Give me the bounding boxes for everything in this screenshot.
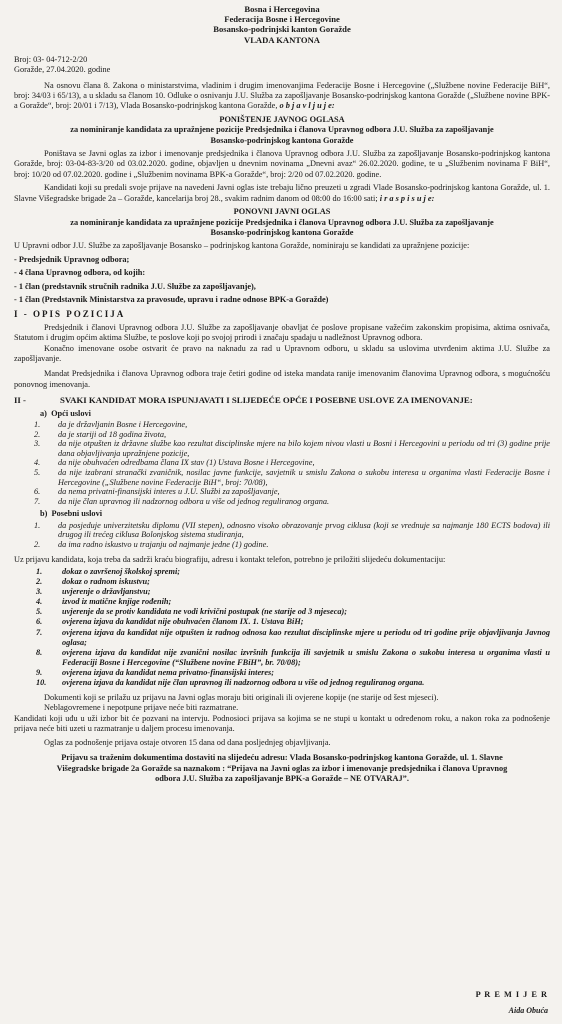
special-conditions-label: b) bbox=[40, 509, 48, 519]
header-government: VLADA KANTONA bbox=[243, 34, 320, 45]
list-item-text: da nije član upravnog ili nadzornog odbora u više od jednog reguliranog organa. bbox=[58, 496, 330, 506]
list-item-text: ovjerena izjava da kandidat nema privatno-finansijski interes; bbox=[62, 667, 275, 677]
intro-paragraph bbox=[14, 81, 550, 112]
list-item bbox=[14, 468, 550, 487]
general-conditions-list bbox=[14, 420, 550, 506]
signature-name: Aida Obuća bbox=[508, 1006, 548, 1015]
list-item-number: 1. bbox=[34, 420, 41, 429]
list-item-number: 6. bbox=[36, 617, 43, 627]
list-item-number: 9. bbox=[36, 667, 43, 677]
list-item bbox=[14, 628, 550, 648]
document-number: Broj: 03- 04-712-2/20 bbox=[14, 54, 88, 64]
list-item-number: 5. bbox=[34, 467, 41, 477]
special-conditions-list bbox=[14, 521, 550, 550]
list-item-text: ovjerena izjava da kandidat nije obuhvaćen članom IX. 1. Ustava BiH; bbox=[62, 617, 304, 627]
board-paragraph: U Upravni odbor J.U. Službe za zapošljavanje Bosansko – podrinjskog kantona Goražde, nominiraju se kandidati za upražnjene pozicije: bbox=[14, 241, 470, 251]
description-paragraph-1: Predsjednik i članovi Upravnog odbora J.U. Službe za zapošljavanje obavljat će poslove propisane važećim zakonskim propisima, aktima osnivača, Statutom i drugim općim aktima Službe, te poslove koji po svojoj prirodi i značaju spadaju u nadležnost Upravnog odbora. bbox=[14, 322, 550, 343]
incomplete-note: Neblagovremene i nepotpune prijave neće biti razmatrane. bbox=[44, 703, 239, 713]
position-staff-member: - 1 član (predstavnik stručnih radnika J.U. Službe za zapošljavanje), bbox=[14, 281, 256, 291]
intro-text: Na osnovu člana 8. Zakona o ministarstvima, vladinim i drugim imenovanjima Federacije Bosne i Hercegovine („Službene novine Federacije BiH“, broj: 34/03 i 65/13), a u skladu sa članom 10. Odluke o osnivanju J.U. Služba za zapošljavanje Bosansko-podrinjskog kantona Goražde („Službene novine BPK-a Goražde“, broj: 20/01 i 7/13), Vlada Bosansko-podrinjskog kantona Goražde, bbox=[14, 80, 550, 111]
list-item-text: uvjerenje o državljanstvu; bbox=[62, 587, 151, 597]
list-item-text: da nije otpušten iz državne službe kao rezultat disciplinske mjere na bilo kojem nivou vlasti u Bosni i Hercegovini u periodu od tri (3) godine prije dana objavljivanja upražnjene pozicije, bbox=[58, 439, 550, 458]
list-item bbox=[14, 540, 550, 550]
submission-address: Prijavu sa traženim dokumentima dostaviti na slijedeću adresu: Vlada Bosansko-podrinjskog kantona Goražde, ul. 1. Slavne Višegradske brigade 2a Goražde sa naznakom : “Prijava na Javni oglas za izbor i imenovanje predsjednika i članova Upravnog odbora J.U. Služba za zapošljavanje BPK-a Goražde – NE OTVARAJ”. bbox=[56, 753, 508, 783]
document-header bbox=[14, 4, 550, 45]
list-item bbox=[14, 430, 550, 440]
list-item-number: 2. bbox=[34, 539, 41, 549]
list-item-text: da posjeduje univerzitetsku diplomu (VII stepen), odnosno visoko obrazovanje prvog ciklusa (koji se vrednuje sa najmanje 180 ECTS bodova) ili drugog ili trećeg ciklusa Bolonjskog sistema studiranja, bbox=[58, 520, 550, 540]
annulment-paragraph: Poništava se Javni oglas za izbor i imenovanje predsjednika i članova Upravnog odbora J.U. Služba za zapošljavanje Bosansko-podrinjskog kantona Goražde, broj: 03-04-83-3/20 od 03.02.2020. godine, objavljen u dnevnim novinama „Dnevni avaz“ 26.02.2020. godine, te u „Službenim novinama F BiH“, broj: 10/20 od 07.02.2020. godine i „Službenim novinama BPK-a Goražde“, broj: 2/20 od 07.02.2020. godine. bbox=[14, 149, 550, 179]
list-item-number: 3. bbox=[36, 587, 43, 597]
documents-note: Dokumenti koji se prilažu uz prijavu na Javni oglas moraju biti originali ili ovjerene kopije (ne starije od šest mjeseci). bbox=[44, 693, 439, 703]
list-item bbox=[14, 458, 550, 468]
list-item bbox=[14, 487, 550, 497]
special-conditions-heading bbox=[40, 509, 550, 519]
list-item-text: da nije obuhvaćen odredbama člana IX stav (1) Ustava Bosne i Hercegovine, bbox=[58, 458, 315, 468]
list-item bbox=[14, 439, 550, 458]
section-2-label: II - bbox=[14, 395, 26, 406]
title-new-announcement: PONOVNI JAVNI OGLAS bbox=[233, 207, 331, 217]
interview-note: Kandidati koji uđu u uži izbor bit će pozvani na intervju. Podnosioci prijava sa kojima se ne stupi u kontakt u određenom roku, a nakon roka za podnošenje prijava neće biti uzeti u razmatranje u daljem procesu imenovanja. bbox=[14, 713, 550, 734]
list-item-number: 2. bbox=[34, 429, 41, 439]
title-annulment: PONIŠTENJE JAVNOG OGLASA bbox=[219, 114, 345, 124]
list-item-text: dokaz o radnom iskustvu; bbox=[62, 577, 150, 587]
document-date: Goražde, 27.04.2020. godine bbox=[14, 65, 111, 75]
special-conditions-title: Posebni uslovi bbox=[51, 509, 103, 519]
header-country: Bosna i Hercegovina bbox=[244, 4, 320, 14]
documents-list bbox=[14, 567, 550, 688]
deadline-note: Oglas za podnošenje prijava ostaje otvoren 15 dana od dana posljednjeg objavljivanja. bbox=[44, 737, 331, 747]
list-item-text: ovjerena izjava da kandidat nije član upravnog ili nadzornog odbora u više od jednog reguliranog organa. bbox=[62, 677, 425, 687]
candidates-paragraph bbox=[14, 183, 550, 204]
position-members: - 4 člana Upravnog odbora, od kojih: bbox=[14, 268, 146, 278]
mandate-paragraph: Mandat Predsjednika i članova Upravnog odbora traje četiri godine od isteka mandata ranije imenovanim članovima Upravnog odbora, s mogućnošću ponovnog imenovanja. bbox=[14, 369, 550, 389]
list-item-number: 1. bbox=[36, 566, 43, 576]
list-item-number: 5. bbox=[36, 607, 43, 617]
list-item bbox=[14, 648, 550, 668]
list-item bbox=[14, 668, 550, 678]
general-conditions-heading bbox=[40, 409, 550, 419]
list-item-number: 3. bbox=[34, 439, 41, 449]
list-item-text: da nema privatni-finansijski interes u J.U. Službi za zapošljavanje, bbox=[58, 487, 280, 497]
list-item-number: 4. bbox=[36, 597, 43, 607]
list-item-text: da ima radno iskustvo u trajanju od najmanje jedne (1) godine. bbox=[58, 539, 269, 549]
list-item bbox=[14, 587, 550, 597]
description-paragraph-2: Konačno imenovane osobe ostvarit će pravo na naknadu za rad u Upravnom odboru, u skladu sa uslovima utvrđenim aktima J.U. Službe za zapošljavanje. bbox=[14, 343, 550, 363]
list-item-text: da je državljanin Bosne i Hercegovine, bbox=[58, 420, 188, 429]
list-item-text: ovjerena izjava da kandidat nije zvanični nosilac izvršnih funkcija ili savjetnik u smislu Zakona o sukobu interesa u organima vlasti u Federaciji Bosne i Hercegovine (“Službene novine FBiH”, br. 70/08); bbox=[62, 647, 550, 667]
list-item bbox=[14, 597, 550, 607]
list-item bbox=[14, 617, 550, 627]
list-item-number: 7. bbox=[34, 496, 41, 506]
documentation-intro: Uz prijavu kandidata, koja treba da sadrži kraću biografiju, adresu i kontakt telefon, potrebno je priložiti slijedeću dokumentaciju: bbox=[14, 554, 446, 564]
list-item bbox=[14, 521, 550, 540]
document-meta bbox=[14, 55, 550, 76]
list-item-number: 10. bbox=[36, 677, 47, 687]
list-item bbox=[14, 420, 550, 430]
header-federation: Federacija Bosne i Hercegovine bbox=[224, 14, 340, 25]
list-item-text: da nije izabrani stranački zvaničnik, nosilac javne funkcije, savjetnik u smislu Zakona o sukobu interesa u organima vlasti Federacije Bosne i Hercegovine („Službene novine Federacije BiH“, broj: 70/08), bbox=[58, 467, 550, 487]
candidates-text: Kandidati koji su predali svoje prijave na navedeni Javni oglas iste trebaju lično preuzeti u zgradi Vlade Bosansko-podrinjskog kantona Goražde, ul. 1. Slavne Višegradske brigade 2a – Goražde, kancelarija broj 28., svakim radnim danom od 08:00 do 16:00 sati; bbox=[14, 183, 550, 203]
list-item bbox=[14, 607, 550, 617]
list-item-text: dokaz o završenoj školskoj spremi; bbox=[62, 566, 181, 576]
list-item bbox=[14, 678, 550, 688]
list-item bbox=[14, 567, 550, 577]
list-item-text: uvjerenje da se protiv kandidata ne vodi krivični postupak (ne starije od 3 mjeseca); bbox=[62, 607, 348, 617]
section-2-heading bbox=[14, 395, 550, 405]
header-canton: Bosansko-podrinjski kanton Goražde bbox=[213, 24, 351, 35]
list-item-number: 7. bbox=[36, 627, 43, 637]
list-item-text: ovjerena izjava da kandidat nije otpušten iz radnog odnosa kao rezultat disciplinske mjere u periodu od tri godine prije objavljivanja Javnog oglasa; bbox=[62, 627, 550, 647]
position-president: - Predsjednik Upravnog odbora; bbox=[14, 254, 130, 264]
general-conditions-title: Opći uslovi bbox=[51, 408, 91, 418]
list-item-number: 1. bbox=[34, 520, 41, 530]
list-item-number: 4. bbox=[34, 458, 41, 468]
section-1-heading: I - OPIS POZICIJA bbox=[14, 309, 126, 320]
candidates-tail: i r a s p i s u j e: bbox=[379, 193, 435, 203]
list-item-text: da je stariji od 18 godina života, bbox=[58, 429, 167, 439]
list-item bbox=[14, 577, 550, 587]
title-new-announcement-subtitle: za nominiranje kandidata za upražnjene pozicije Predsjednika i članova Upravnog odbora J.U. Služba za zapošljavanje Bosansko-podrinjskog kantona Goražde bbox=[70, 217, 494, 237]
position-ministry-member: - 1 član (Predstavnik Ministarstva za pravosuđe, upravu i radne odnose BPK-a Goražde) bbox=[14, 294, 329, 304]
intro-tail: o b j a v l j u j e: bbox=[279, 101, 335, 111]
signature-title: P R E M I J E R bbox=[475, 990, 548, 999]
list-item bbox=[14, 497, 550, 507]
title-annulment-subtitle: za nominiranje kandidata za upražnjene pozicije Predsjednika i članova Upravnog odbora J.U. Služba za zapošljavanje Bosansko-podrinjskog kantona Goražde bbox=[70, 125, 494, 145]
list-item-text: izvod iz matične knjige rođenih; bbox=[62, 597, 172, 607]
list-item-number: 2. bbox=[36, 577, 43, 587]
list-item-number: 6. bbox=[34, 487, 41, 497]
general-conditions-label: a) bbox=[40, 408, 47, 418]
list-item-number: 8. bbox=[36, 647, 43, 657]
section-2-title: SVAKI KANDIDAT MORA ISPUNJAVATI I SLIJEDEĆE OPĆE I POSEBNE USLOVE ZA IMENOVANJE: bbox=[60, 395, 473, 406]
